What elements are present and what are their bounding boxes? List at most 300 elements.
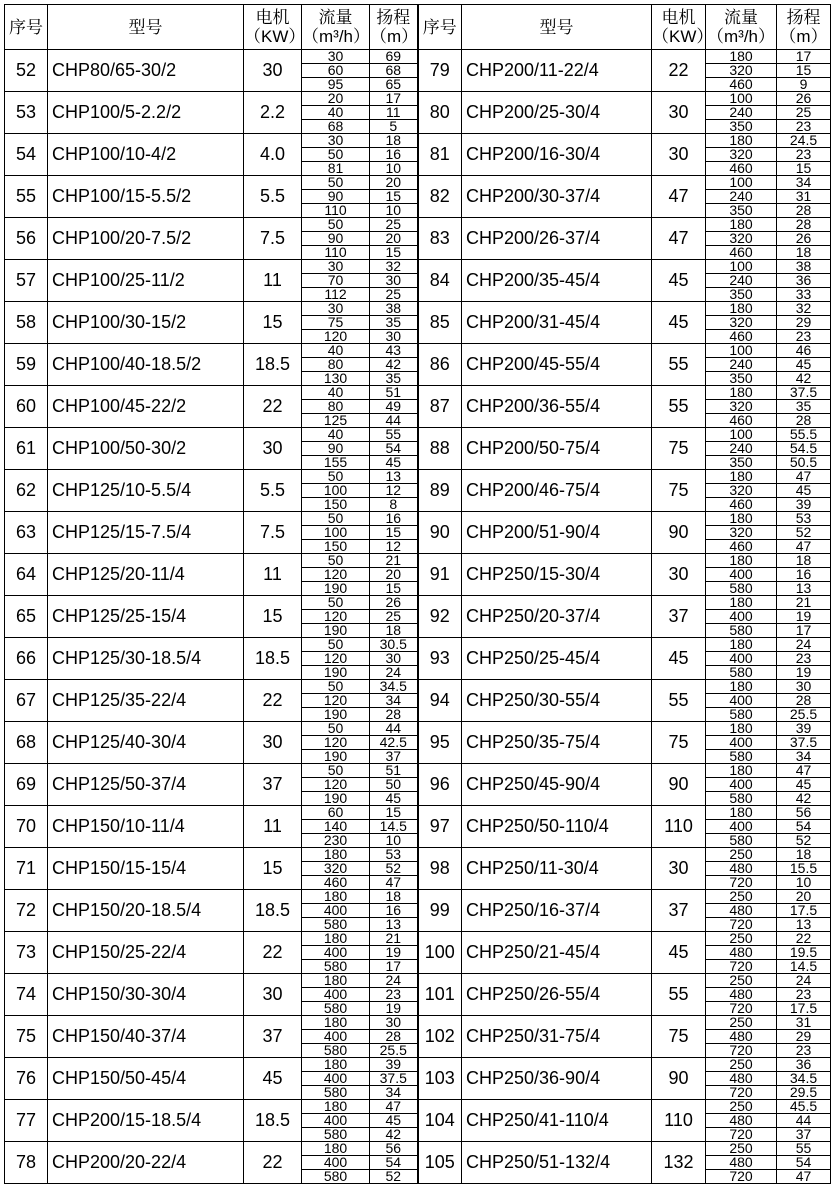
right-model-cell: CHP250/16-37/4 [462, 890, 652, 932]
left-flow-cell: 50 [302, 638, 370, 652]
header-head-left: 扬程 （m） [370, 5, 418, 50]
right-head-cell: 28 [777, 414, 831, 428]
left-flow-cell: 130 [302, 372, 370, 386]
left-seq-cell: 60 [5, 386, 48, 428]
left-flow-cell: 40 [302, 106, 370, 120]
right-flow-cell: 100 [706, 260, 777, 274]
right-flow-cell: 180 [706, 806, 777, 820]
right-flow-cell: 580 [706, 582, 777, 596]
left-head-cell: 12 [370, 484, 418, 498]
left-seq-cell: 74 [5, 974, 48, 1016]
right-head-cell: 24.5 [777, 134, 831, 148]
right-head-cell: 15 [777, 64, 831, 78]
left-motor-cell: 2.2 [244, 92, 302, 134]
left-motor-cell: 30 [244, 974, 302, 1016]
left-flow-cell: 190 [302, 792, 370, 806]
left-motor-cell: 7.5 [244, 512, 302, 554]
right-seq-cell: 84 [418, 260, 462, 302]
right-head-cell: 33 [777, 288, 831, 302]
left-head-cell: 18 [370, 134, 418, 148]
right-head-cell: 19 [777, 666, 831, 680]
left-head-cell: 17 [370, 960, 418, 974]
left-head-cell: 37.5 [370, 1072, 418, 1086]
right-flow-cell: 460 [706, 414, 777, 428]
right-model-cell: CHP250/35-75/4 [462, 722, 652, 764]
left-flow-cell: 30 [302, 302, 370, 316]
table-row [5, 1058, 831, 1072]
left-flow-cell: 400 [302, 1030, 370, 1044]
left-head-cell: 35 [370, 316, 418, 330]
left-head-cell: 65 [370, 78, 418, 92]
right-head-cell: 13 [777, 918, 831, 932]
right-seq-cell: 81 [418, 134, 462, 176]
left-flow-cell: 125 [302, 414, 370, 428]
table-body [5, 50, 831, 1184]
right-model-cell: CHP200/11-22/4 [462, 50, 652, 92]
left-flow-cell: 120 [302, 568, 370, 582]
table-row [5, 974, 831, 988]
left-head-cell: 20 [370, 176, 418, 190]
right-flow-cell: 480 [706, 988, 777, 1002]
right-head-cell: 13 [777, 582, 831, 596]
left-motor-cell: 5.5 [244, 176, 302, 218]
right-model-cell: CHP250/30-55/4 [462, 680, 652, 722]
left-flow-cell: 580 [302, 1044, 370, 1058]
right-head-cell: 29 [777, 1030, 831, 1044]
left-flow-cell: 50 [302, 722, 370, 736]
right-flow-cell: 400 [706, 694, 777, 708]
right-flow-cell: 580 [706, 708, 777, 722]
left-model-cell: CHP150/50-45/4 [48, 1058, 244, 1100]
right-flow-cell: 250 [706, 1058, 777, 1072]
left-flow-cell: 180 [302, 848, 370, 862]
left-head-cell: 8 [370, 498, 418, 512]
right-head-cell: 47 [777, 764, 831, 778]
left-head-cell: 52 [370, 862, 418, 876]
left-head-cell: 49 [370, 400, 418, 414]
left-head-cell: 53 [370, 848, 418, 862]
left-flow-cell: 30 [302, 50, 370, 64]
right-flow-cell: 580 [706, 750, 777, 764]
right-motor-cell: 45 [652, 302, 706, 344]
right-head-cell: 30 [777, 680, 831, 694]
right-motor-cell: 22 [652, 50, 706, 92]
left-model-cell: CHP200/15-18.5/4 [48, 1100, 244, 1142]
left-flow-cell: 30 [302, 134, 370, 148]
right-flow-cell: 580 [706, 792, 777, 806]
left-motor-cell: 7.5 [244, 218, 302, 260]
left-head-cell: 10 [370, 162, 418, 176]
right-head-cell: 24 [777, 638, 831, 652]
left-motor-cell: 22 [244, 680, 302, 722]
left-head-cell: 55 [370, 428, 418, 442]
left-head-cell: 16 [370, 512, 418, 526]
left-motor-cell: 37 [244, 764, 302, 806]
left-head-cell: 30.5 [370, 638, 418, 652]
right-seq-cell: 89 [418, 470, 462, 512]
right-flow-cell: 320 [706, 232, 777, 246]
right-head-cell: 35 [777, 400, 831, 414]
right-seq-cell: 93 [418, 638, 462, 680]
left-head-cell: 52 [370, 1170, 418, 1184]
left-seq-cell: 63 [5, 512, 48, 554]
right-seq-cell: 88 [418, 428, 462, 470]
left-seq-cell: 78 [5, 1142, 48, 1184]
right-flow-cell: 350 [706, 204, 777, 218]
left-flow-cell: 100 [302, 526, 370, 540]
left-seq-cell: 56 [5, 218, 48, 260]
left-flow-cell: 81 [302, 162, 370, 176]
left-head-cell: 15 [370, 582, 418, 596]
left-flow-cell: 110 [302, 246, 370, 260]
right-motor-cell: 55 [652, 974, 706, 1016]
left-motor-cell: 15 [244, 302, 302, 344]
left-flow-cell: 40 [302, 428, 370, 442]
header-motor-left: 电机 （KW） [244, 5, 302, 50]
left-motor-cell: 15 [244, 596, 302, 638]
left-head-cell: 42 [370, 1128, 418, 1142]
right-head-cell: 23 [777, 988, 831, 1002]
right-model-cell: CHP200/30-37/4 [462, 176, 652, 218]
left-head-cell: 19 [370, 946, 418, 960]
left-head-cell: 42 [370, 358, 418, 372]
left-model-cell: CHP100/5-2.2/2 [48, 92, 244, 134]
right-head-cell: 28 [777, 694, 831, 708]
right-flow-cell: 100 [706, 344, 777, 358]
right-head-cell: 26 [777, 92, 831, 106]
left-flow-cell: 50 [302, 470, 370, 484]
right-head-cell: 9 [777, 78, 831, 92]
right-seq-cell: 98 [418, 848, 462, 890]
left-motor-cell: 11 [244, 806, 302, 848]
right-seq-cell: 79 [418, 50, 462, 92]
right-head-cell: 28 [777, 204, 831, 218]
right-head-cell: 37.5 [777, 736, 831, 750]
left-head-cell: 21 [370, 554, 418, 568]
left-head-cell: 47 [370, 876, 418, 890]
right-head-cell: 38 [777, 260, 831, 274]
left-model-cell: CHP125/10-5.5/4 [48, 470, 244, 512]
left-head-cell: 15 [370, 190, 418, 204]
right-flow-cell: 250 [706, 848, 777, 862]
right-head-cell: 22 [777, 932, 831, 946]
right-motor-cell: 30 [652, 92, 706, 134]
left-head-cell: 23 [370, 988, 418, 1002]
left-head-cell: 10 [370, 204, 418, 218]
right-motor-cell: 47 [652, 176, 706, 218]
right-head-cell: 55.5 [777, 428, 831, 442]
right-head-cell: 47 [777, 1170, 831, 1184]
right-seq-cell: 86 [418, 344, 462, 386]
left-head-cell: 45 [370, 792, 418, 806]
right-motor-cell: 30 [652, 554, 706, 596]
right-motor-cell: 75 [652, 428, 706, 470]
left-motor-cell: 18.5 [244, 1100, 302, 1142]
left-flow-cell: 190 [302, 624, 370, 638]
right-seq-cell: 99 [418, 890, 462, 932]
left-head-cell: 69 [370, 50, 418, 64]
right-model-cell: CHP250/26-55/4 [462, 974, 652, 1016]
left-seq-cell: 75 [5, 1016, 48, 1058]
right-head-cell: 37.5 [777, 386, 831, 400]
left-head-cell: 47 [370, 1100, 418, 1114]
right-motor-cell: 37 [652, 596, 706, 638]
right-flow-cell: 580 [706, 834, 777, 848]
table-row [5, 512, 831, 526]
left-head-cell: 18 [370, 624, 418, 638]
right-flow-cell: 250 [706, 974, 777, 988]
left-seq-cell: 67 [5, 680, 48, 722]
right-head-cell: 34 [777, 750, 831, 764]
left-flow-cell: 50 [302, 596, 370, 610]
right-motor-cell: 110 [652, 806, 706, 848]
left-motor-cell: 4.0 [244, 134, 302, 176]
right-flow-cell: 100 [706, 428, 777, 442]
right-motor-cell: 45 [652, 932, 706, 974]
table-row [5, 638, 831, 652]
right-flow-cell: 240 [706, 358, 777, 372]
right-head-cell: 23 [777, 330, 831, 344]
right-model-cell: CHP200/45-55/4 [462, 344, 652, 386]
right-model-cell: CHP200/36-55/4 [462, 386, 652, 428]
right-motor-cell: 55 [652, 386, 706, 428]
left-head-cell: 43 [370, 344, 418, 358]
left-motor-cell: 11 [244, 554, 302, 596]
left-head-cell: 38 [370, 302, 418, 316]
left-head-cell: 30 [370, 330, 418, 344]
right-head-cell: 17 [777, 624, 831, 638]
right-head-cell: 20 [777, 890, 831, 904]
left-flow-cell: 70 [302, 274, 370, 288]
right-head-cell: 45 [777, 358, 831, 372]
left-seq-cell: 71 [5, 848, 48, 890]
table-row [5, 890, 831, 904]
right-head-cell: 55 [777, 1142, 831, 1156]
left-flow-cell: 60 [302, 64, 370, 78]
right-flow-cell: 180 [706, 50, 777, 64]
table-row [5, 470, 831, 484]
right-head-cell: 19 [777, 610, 831, 624]
left-head-cell: 19 [370, 1002, 418, 1016]
left-flow-cell: 190 [302, 582, 370, 596]
right-seq-cell: 82 [418, 176, 462, 218]
right-flow-cell: 400 [706, 610, 777, 624]
left-model-cell: CHP200/20-22/4 [48, 1142, 244, 1184]
left-head-cell: 34 [370, 694, 418, 708]
left-model-cell: CHP100/50-30/2 [48, 428, 244, 470]
right-flow-cell: 480 [706, 862, 777, 876]
right-head-cell: 23 [777, 652, 831, 666]
left-head-cell: 10 [370, 834, 418, 848]
right-seq-cell: 100 [418, 932, 462, 974]
right-flow-cell: 350 [706, 372, 777, 386]
right-head-cell: 16 [777, 568, 831, 582]
right-seq-cell: 105 [418, 1142, 462, 1184]
left-flow-cell: 580 [302, 1128, 370, 1142]
right-head-cell: 17.5 [777, 1002, 831, 1016]
left-flow-cell: 580 [302, 918, 370, 932]
left-seq-cell: 77 [5, 1100, 48, 1142]
left-head-cell: 24 [370, 974, 418, 988]
left-head-cell: 56 [370, 1142, 418, 1156]
left-flow-cell: 190 [302, 666, 370, 680]
right-model-cell: CHP200/16-30/4 [462, 134, 652, 176]
right-head-cell: 24 [777, 974, 831, 988]
left-head-cell: 34 [370, 1086, 418, 1100]
right-head-cell: 15.5 [777, 862, 831, 876]
left-model-cell: CHP125/15-7.5/4 [48, 512, 244, 554]
left-flow-cell: 155 [302, 456, 370, 470]
right-motor-cell: 75 [652, 1016, 706, 1058]
right-flow-cell: 720 [706, 876, 777, 890]
right-seq-cell: 102 [418, 1016, 462, 1058]
right-head-cell: 56 [777, 806, 831, 820]
right-flow-cell: 180 [706, 512, 777, 526]
left-head-cell: 20 [370, 568, 418, 582]
right-flow-cell: 180 [706, 386, 777, 400]
left-flow-cell: 150 [302, 498, 370, 512]
right-flow-cell: 180 [706, 470, 777, 484]
table-row [5, 260, 831, 274]
left-flow-cell: 400 [302, 904, 370, 918]
table-row [5, 428, 831, 442]
right-head-cell: 45 [777, 484, 831, 498]
left-flow-cell: 230 [302, 834, 370, 848]
left-seq-cell: 61 [5, 428, 48, 470]
right-head-cell: 39 [777, 498, 831, 512]
table-row [5, 176, 831, 190]
header-flow-left: 流量 （m³/h） [302, 5, 370, 50]
left-flow-cell: 50 [302, 218, 370, 232]
right-flow-cell: 720 [706, 1044, 777, 1058]
left-model-cell: CHP100/30-15/2 [48, 302, 244, 344]
right-flow-cell: 250 [706, 890, 777, 904]
left-head-cell: 44 [370, 414, 418, 428]
right-flow-cell: 400 [706, 568, 777, 582]
right-flow-cell: 250 [706, 932, 777, 946]
right-flow-cell: 720 [706, 1002, 777, 1016]
left-head-cell: 32 [370, 260, 418, 274]
left-flow-cell: 190 [302, 708, 370, 722]
table-row [5, 92, 831, 106]
right-head-cell: 23 [777, 148, 831, 162]
right-seq-cell: 91 [418, 554, 462, 596]
right-head-cell: 25 [777, 106, 831, 120]
left-head-cell: 25 [370, 218, 418, 232]
right-head-cell: 23 [777, 120, 831, 134]
right-head-cell: 54 [777, 1156, 831, 1170]
left-head-cell: 34.5 [370, 680, 418, 694]
left-model-cell: CHP100/15-5.5/2 [48, 176, 244, 218]
right-flow-cell: 180 [706, 218, 777, 232]
right-head-cell: 46 [777, 344, 831, 358]
left-head-cell: 30 [370, 652, 418, 666]
right-flow-cell: 320 [706, 64, 777, 78]
left-head-cell: 25 [370, 288, 418, 302]
table-row [5, 302, 831, 316]
right-model-cell: CHP250/20-37/4 [462, 596, 652, 638]
left-motor-cell: 30 [244, 50, 302, 92]
right-motor-cell: 55 [652, 680, 706, 722]
right-motor-cell: 55 [652, 344, 706, 386]
left-head-cell: 15 [370, 246, 418, 260]
left-seq-cell: 69 [5, 764, 48, 806]
left-flow-cell: 580 [302, 1086, 370, 1100]
left-flow-cell: 580 [302, 1002, 370, 1016]
left-model-cell: CHP100/10-4/2 [48, 134, 244, 176]
left-model-cell: CHP125/35-22/4 [48, 680, 244, 722]
right-model-cell: CHP250/15-30/4 [462, 554, 652, 596]
left-seq-cell: 68 [5, 722, 48, 764]
left-flow-cell: 120 [302, 736, 370, 750]
right-flow-cell: 580 [706, 624, 777, 638]
left-head-cell: 44 [370, 722, 418, 736]
right-flow-cell: 250 [706, 1142, 777, 1156]
table-row [5, 806, 831, 820]
left-flow-cell: 180 [302, 932, 370, 946]
right-flow-cell: 720 [706, 1170, 777, 1184]
left-head-cell: 18 [370, 890, 418, 904]
left-head-cell: 50 [370, 778, 418, 792]
right-flow-cell: 350 [706, 456, 777, 470]
left-model-cell: CHP100/40-18.5/2 [48, 344, 244, 386]
left-motor-cell: 18.5 [244, 638, 302, 680]
left-head-cell: 51 [370, 764, 418, 778]
right-flow-cell: 320 [706, 400, 777, 414]
left-flow-cell: 50 [302, 764, 370, 778]
left-seq-cell: 57 [5, 260, 48, 302]
left-flow-cell: 320 [302, 862, 370, 876]
left-model-cell: CHP125/50-37/4 [48, 764, 244, 806]
left-flow-cell: 400 [302, 1156, 370, 1170]
left-flow-cell: 140 [302, 820, 370, 834]
header-seq-right: 序号 [418, 5, 462, 50]
right-motor-cell: 75 [652, 722, 706, 764]
left-flow-cell: 180 [302, 1016, 370, 1030]
right-motor-cell: 90 [652, 764, 706, 806]
right-motor-cell: 110 [652, 1100, 706, 1142]
left-flow-cell: 190 [302, 750, 370, 764]
right-model-cell: CHP250/50-110/4 [462, 806, 652, 848]
left-flow-cell: 80 [302, 358, 370, 372]
right-flow-cell: 580 [706, 666, 777, 680]
right-model-cell: CHP250/21-45/4 [462, 932, 652, 974]
right-model-cell: CHP200/46-75/4 [462, 470, 652, 512]
left-seq-cell: 53 [5, 92, 48, 134]
right-head-cell: 32 [777, 302, 831, 316]
left-flow-cell: 180 [302, 974, 370, 988]
right-head-cell: 31 [777, 1016, 831, 1030]
left-flow-cell: 60 [302, 806, 370, 820]
right-flow-cell: 480 [706, 946, 777, 960]
right-head-cell: 37 [777, 1128, 831, 1142]
right-flow-cell: 180 [706, 764, 777, 778]
left-flow-cell: 80 [302, 400, 370, 414]
right-flow-cell: 460 [706, 498, 777, 512]
right-head-cell: 25.5 [777, 708, 831, 722]
right-flow-cell: 460 [706, 78, 777, 92]
right-flow-cell: 480 [706, 1030, 777, 1044]
right-seq-cell: 87 [418, 386, 462, 428]
left-motor-cell: 18.5 [244, 890, 302, 932]
left-flow-cell: 50 [302, 554, 370, 568]
left-flow-cell: 400 [302, 946, 370, 960]
left-head-cell: 39 [370, 1058, 418, 1072]
right-model-cell: CHP250/11-30/4 [462, 848, 652, 890]
left-head-cell: 17 [370, 92, 418, 106]
right-head-cell: 54 [777, 820, 831, 834]
left-motor-cell: 5.5 [244, 470, 302, 512]
